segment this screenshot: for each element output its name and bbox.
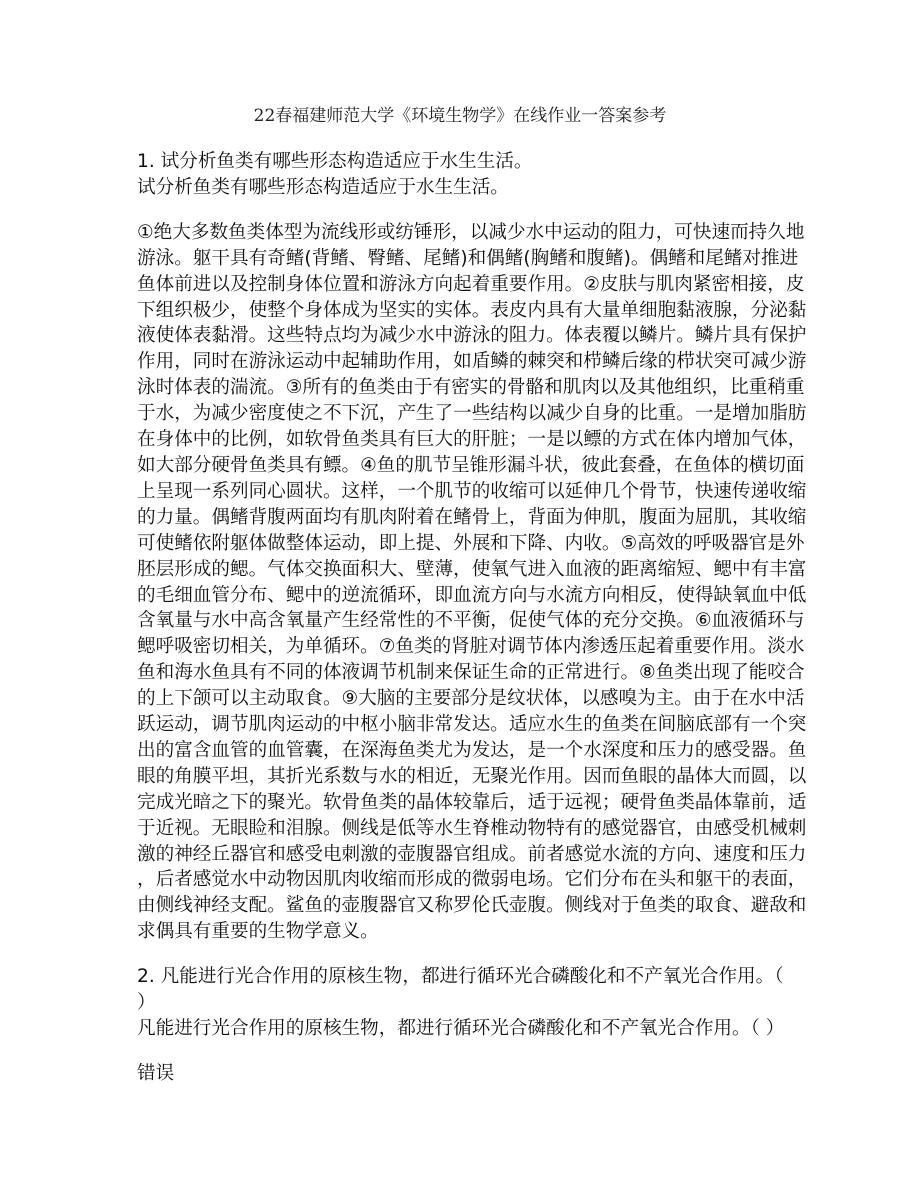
answer-line: 鱼和海水鱼具有不同的体液调节机制来保证生命的正常进行。⑧鱼类出现了能咬合 [137,662,805,684]
question-1-text: 试分析鱼类有哪些形态构造适应于水生生活。 [137,176,509,198]
answer-line: 由侧线神经支配。鲨鱼的壶腹器官又称罗伦氏壶腹。侧线对于鱼类的取食、避敌和 [137,895,807,917]
answer-line: 下组织极少，使整个身体成为坚实的实体。表皮内具有大量单细胞黏液腺，分泌黏 [137,299,807,321]
answer-line: 于水，为减少密度使之不下沉，产生了一些结构以减少自身的比重。一是增加脂肪 [137,403,807,425]
page-title: 22春福建师范大学《环境生物学》在线作业一答案参考 [253,106,667,126]
answer-line: 于近视。无眼睑和泪腺。侧线是低等水生脊椎动物特有的感觉器官，由感受机械刺 [137,817,807,839]
answer-line: 鱼体前进以及控制身体位置和游泳方向起着重要作用。②皮肤与肌肉紧密相接，皮 [137,273,805,295]
answer-line: 液使体表黏滑。这些特点均为减少水中游泳的阻力。体表覆以鳞片。鳞片具有保护 [137,325,807,347]
question-2-text: 凡能进行光合作用的原核生物，都进行循环光合磷酸化和不产氧光合作用。（ ） [137,1018,785,1039]
answer-line: 眼的角膜平坦，其折光系数与水的相近，无聚光作用。因而鱼眼的晶体大而圆，以 [137,765,807,787]
answer-line: 胚层形成的鳃。气体交换面积大、壁薄，使氧气进入血液的距离缩短、鳃中有丰富 [137,558,807,580]
question-1-answer [0,220,920,945]
spacer [0,201,920,220]
answer-line: 上呈现一系列同心圆状。这样，一个肌节的收缩可以延伸几个骨节，快速传递收缩 [137,480,807,502]
answer-line: 的力量。偶鳍背腹两面均有肌肉附着在鳍骨上，背面为伸肌，腹面为屈肌，其收缩 [137,506,807,528]
answer-line: 的毛细血管分布、鳃中的逆流循环，即血流方向与水流方向相反，使得缺氧血中低 [137,584,807,606]
answer-line: 含氧量与水中高含氧量产生经常性的不平衡，促使气体的充分交换。⑥血液循环与 [137,610,805,632]
answer-line: 鳃呼吸密切相关，为单循环。⑦鱼类的肾脏对调节体内渗透压起着重要作用。淡水 [137,636,805,658]
answer-line: ①绝大多数鱼类体型为流线形或纺锤形，以减少水中运动的阻力，可快速而持久地 [137,221,805,243]
answer-line: 可使鳍依附躯体做整体运动，即上提、外展和下降、内收。⑤高效的呼吸器官是外 [137,532,805,554]
answer-line: 如大部分硬骨鱼类具有鳔。④鱼的肌节呈锥形漏斗状，彼此套叠，在鱼体的横切面 [137,454,805,476]
answer-line: 作用，同时在游泳运动中起辅助作用，如盾鳞的棘突和栉鳞后缘的栉状突可减少游 [137,351,807,373]
answer-line: 求偶具有重要的生物学意义。 [137,921,379,943]
answer-line: 游泳。躯干具有奇鳍(背鳍、臀鳍、尾鳍)和偶鳍(胸鳍和腹鳍)。偶鳍和尾鳍对推进 [137,247,799,269]
answer-line: 在身体中的比例，如软骨鱼类具有巨大的肝脏；一是以鳔的方式在体内增加气体， [137,429,807,451]
question-2-answer: 错误 [137,1062,175,1084]
answer-line: 跃运动，调节肌肉运动的中枢小脑非常发达。适应水生的鱼类在间脑底部有一个突 [137,714,807,736]
spacer [0,1042,920,1061]
question-1-heading: 1. 试分析鱼类有哪些形态构造适应于水生生活。 [137,151,533,172]
question-2-heading-cont: ） [137,992,156,1014]
answer-line: 激的神经丘器官和感受电刺激的壶腹器官组成。前者感觉水流的方向、速度和压力 [137,843,807,865]
answer-line: 泳时体表的湍流。③所有的鱼类由于有密实的骨骼和肌肉以及其他组织，比重稍重 [137,377,805,399]
answer-line: 的上下颌可以主动取食。⑨大脑的主要部分是纹状体，以感嗅为主。由于在水中活 [137,688,805,710]
question-2-heading: 2. 凡能进行光合作用的原核生物，都进行循环光合磷酸化和不产氧光合作用。（ [137,966,784,988]
answer-line: 完成光暗之下的聚光。软骨鱼类的晶体较靠后，适于远视；硬骨鱼类晶体靠前，适 [137,791,807,813]
spacer [0,945,920,964]
answer-line: 出的富含血管的血管囊，在深海鱼类尤为发达，是一个水深度和压力的感受器。鱼 [137,739,807,761]
answer-line: ，后者感觉水中动物因肌肉收缩而形成的微弱电场。它们分布在头和躯干的表面， [137,869,807,891]
